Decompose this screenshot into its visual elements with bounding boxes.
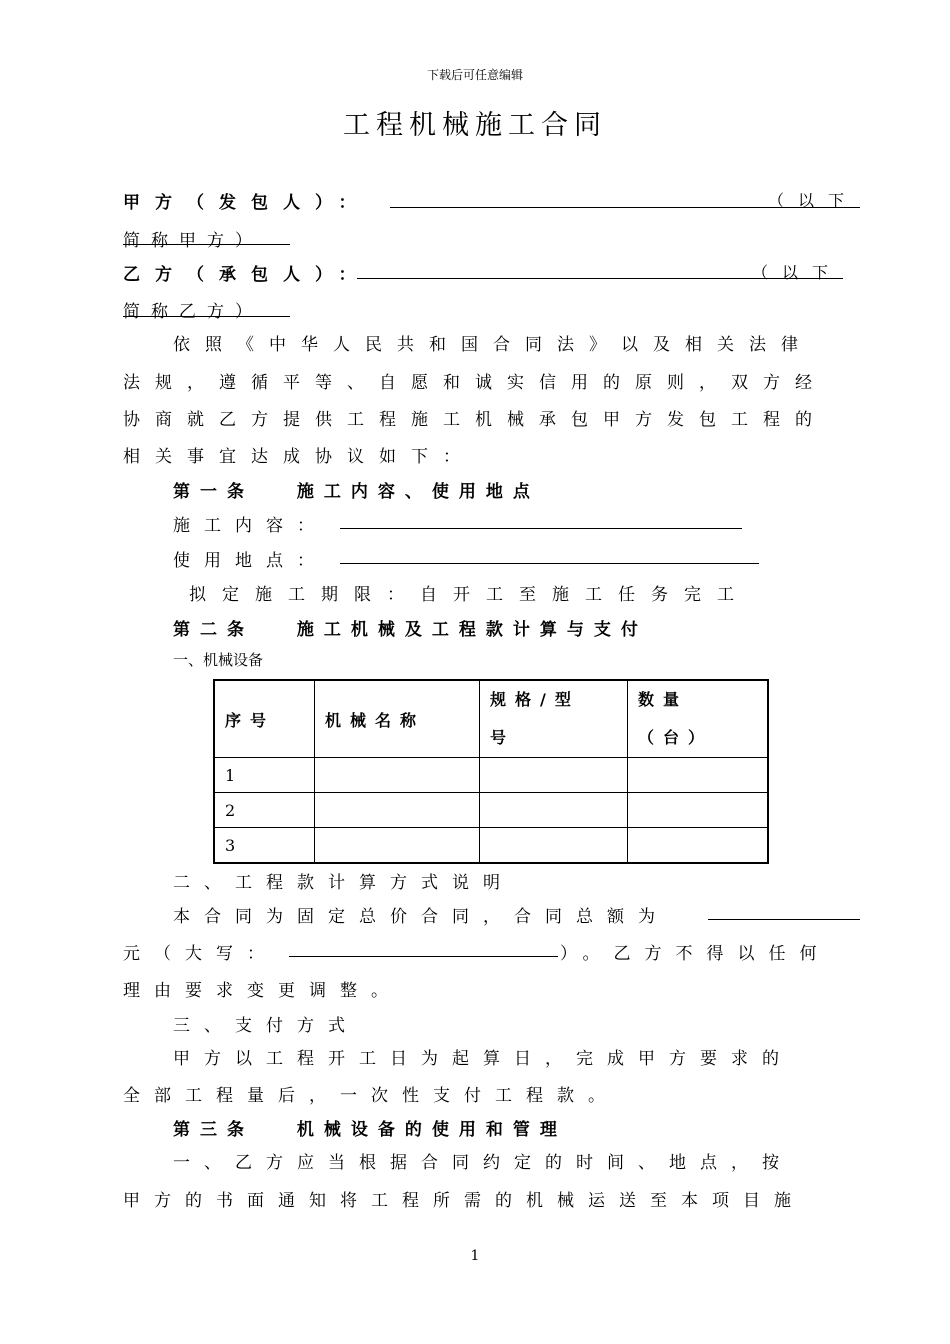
article1-heading: 第一条 施工内容、使用地点 [173,482,540,502]
table-cell[interactable] [480,793,628,828]
intro-line-3: 协商就乙方提供工程施工机械承包甲方发包工程的 [123,410,827,430]
party-b-tail2: 简称乙方） [123,302,263,322]
table-row [214,793,768,828]
payment-method-heading: 三、支付方式 [173,1016,359,1036]
table-cell[interactable] [628,758,769,793]
article3-line-1: 一、乙方应当根据合同约定的时间、地点，按 [173,1153,793,1173]
article3-heading: 第三条 机械设备的使用和管理 [173,1120,567,1140]
party-a-tail2-underline [123,244,290,245]
header-note: 下载后可任意编辑 [426,68,523,82]
location-blank[interactable] [340,563,759,564]
party-a-label: 甲方（发包人）： [123,193,371,213]
content-blank[interactable] [340,528,742,529]
table-cell[interactable] [315,828,480,864]
table-cell: 2 [214,793,315,828]
table-cell[interactable] [480,758,628,793]
period-text: 拟定施工期限：自开工至施工任务完工 [189,585,750,605]
document-title: 工程机械施工合同 [343,110,607,141]
party-a-tail2: 简称甲方） [123,231,263,251]
payment-calc-line-1: 本合同为固定总价合同，合同总额为 [173,907,669,927]
party-a-tail: （以下 [768,191,859,210]
payment-calc-line-2a: 元（大写： [123,944,278,964]
table-cell[interactable] [480,828,628,864]
machine-table [213,679,769,864]
intro-line-4: 相关事宜达成协议如下： [123,447,475,467]
page-number: 1 [470,1248,480,1264]
location-label: 使用地点： [173,551,328,571]
intro-line-2: 法规，遵循平等、自愿和诚实信用的原则，双方经 [123,373,827,393]
col-header-spec: 规格/型 号 [480,680,628,758]
table-cell[interactable] [628,793,769,828]
payment-calc-heading: 二、工程款计算方式说明 [173,873,514,893]
table-cell[interactable] [628,828,769,864]
content-label: 施工内容： [173,516,328,536]
col-header-name: 机械名称 [315,680,480,758]
amount-words-blank[interactable] [289,956,558,957]
table-row [214,828,768,864]
table-row [214,758,768,793]
machine-section-label: 一、机械设备 [173,651,264,669]
table-cell[interactable] [315,793,480,828]
article3-line-2: 甲方的书面通知将工程所需的机械运送至本项目施 [123,1191,805,1211]
table-cell[interactable] [315,758,480,793]
party-b-tail2-underline [123,316,290,317]
total-amount-blank[interactable] [708,919,860,920]
article2-heading: 第二条 施工机械及工程款计算与支付 [173,620,648,640]
col-header-quantity: 数量 （台） [628,680,769,758]
party-b-label: 乙方（承包人）： [123,265,371,285]
payment-method-line-2: 全部工程量后，一次性支付工程款。 [123,1086,619,1106]
table-cell: 3 [214,828,315,864]
intro-line-1: 依照《中华人民共和国合同法》以及相关法律 [173,335,813,355]
party-b-tail: （以下 [752,263,843,282]
payment-method-line-1: 甲方以工程开工日为起算日，完成甲方要求的 [173,1049,793,1069]
payment-calc-line-2b: ）。乙方不得以任何 [560,944,831,964]
table-cell: 1 [214,758,315,793]
payment-calc-line-3: 理由要求变更调整。 [123,981,402,1001]
col-header-index: 序号 [214,680,315,758]
